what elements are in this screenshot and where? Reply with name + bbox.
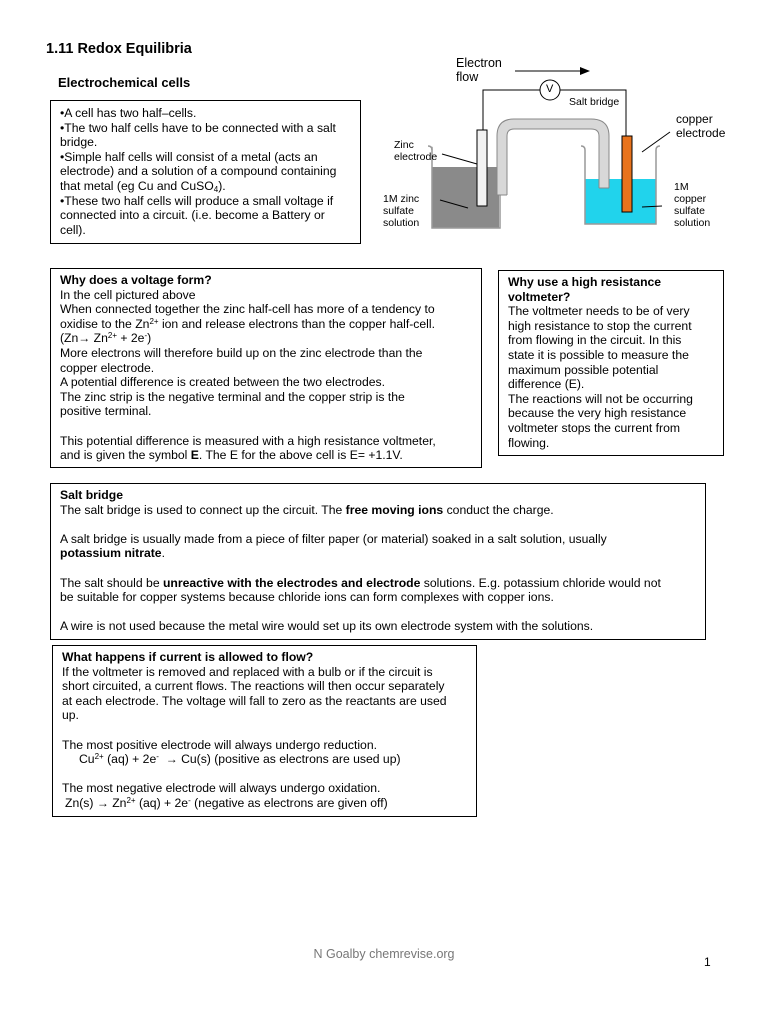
electron-flow-arrowhead bbox=[580, 67, 590, 75]
salt-bridge-box bbox=[50, 483, 706, 640]
voltage-box bbox=[50, 268, 482, 468]
zinc-electrode-leader bbox=[442, 154, 477, 164]
intro-box bbox=[50, 100, 361, 244]
intro-line: that metal (eg Cu and CuSO$_4$). bbox=[60, 178, 226, 194]
text-line: The salt should be unreactive with the electrodes and electrode solutions. E.g. potassium chloride would not bbox=[60, 575, 661, 590]
voltmeter-box bbox=[498, 270, 724, 456]
arrow-icon: → bbox=[78, 331, 91, 346]
text-line: flowing. bbox=[508, 435, 550, 450]
text-line: potassium nitrate. bbox=[60, 546, 165, 561]
intro-line: bridge. bbox=[60, 135, 98, 150]
page-number: 1 bbox=[704, 955, 711, 969]
text-line: maximum possible potential bbox=[508, 362, 659, 377]
zinc-electrode-label: Zinc electrode bbox=[394, 139, 438, 163]
text-line: The voltmeter needs to be of very bbox=[508, 304, 690, 319]
wire-left bbox=[483, 90, 540, 178]
page-title: 1.11 Redox Equilibria bbox=[46, 41, 192, 57]
text-line: difference (E). bbox=[508, 377, 585, 392]
intro-line: connected into a circuit. (i.e. become a Battery or bbox=[60, 208, 325, 223]
intro-line: •A cell has two half–cells. bbox=[60, 106, 197, 120]
text-line: If the voltmeter is removed and replaced with a bulb or if the circuit is bbox=[62, 664, 433, 679]
text-line: positive terminal. bbox=[60, 404, 152, 419]
intro-line: •The two half cells have to be connected with a salt bbox=[60, 120, 336, 135]
intro-line: •Simple half cells will consist of a metal (acts an bbox=[60, 149, 318, 164]
text-line: The most positive electrode will always undergo reduction. bbox=[62, 737, 378, 752]
voltmeter-heading: Why use a high resistance bbox=[508, 275, 662, 289]
copper-solution bbox=[585, 179, 656, 224]
text-line: The reactions will not be occurring bbox=[508, 391, 693, 406]
zinc-electrode bbox=[477, 130, 487, 206]
salt-bridge-label: Salt bridge bbox=[569, 96, 620, 108]
text-line: A wire is not used because the metal wire would set up its own electrode system with the solutions. bbox=[60, 619, 594, 634]
text-line: This potential difference is measured with a high resistance voltmeter, bbox=[60, 433, 436, 448]
intro-line: •These two half cells will produce a small voltage if bbox=[60, 193, 334, 208]
section-subtitle: Electrochemical cells bbox=[58, 75, 191, 90]
text-line: The most negative electrode will always undergo oxidation. bbox=[62, 781, 381, 796]
voltage-heading: Why does a voltage form? bbox=[60, 273, 212, 287]
reduction-equation: $Cu^{2+}$ (aq) + 2e- → Cu(s) (positive as electrons are used up) bbox=[79, 752, 401, 767]
text-line: $(Zn\to Zn^{2+} + 2e^-)$ bbox=[60, 331, 152, 346]
text-line: oxidise to the $Zn^{2+}$ ion and release electrons than the copper half-cell. bbox=[60, 316, 435, 331]
zinc-beaker-lip bbox=[428, 146, 504, 150]
text-line: and is given the symbol E. The E for the above cell is E= +1.1V. bbox=[60, 448, 403, 463]
zinc-solution-label: 1M zinc sulfate solution bbox=[383, 193, 420, 229]
salt-bridge-heading: Salt bridge bbox=[60, 488, 123, 502]
voltmeter-label: V bbox=[546, 83, 554, 95]
current-heading: What happens if current is allowed to flow? bbox=[62, 650, 314, 664]
text-line: voltmeter stops the current from bbox=[508, 420, 681, 435]
intro-line: electrode) and a solution of a compound containing bbox=[60, 164, 337, 179]
text-line: be suitable for copper systems because chloride ions can form complexes with copper ions. bbox=[60, 590, 554, 605]
current-flow-box bbox=[52, 645, 477, 817]
text-line: at each electrode. The voltage will fall to zero as the reactants are used bbox=[62, 693, 447, 708]
footer-credit: N Goalby chemrevise.org bbox=[313, 947, 455, 961]
text-line: A salt bridge is usually made from a piece of filter paper (or material) soaked in a salt solution, usually bbox=[60, 531, 607, 546]
voltmeter-heading: voltmeter? bbox=[508, 289, 571, 304]
copper-electrode-label: copper electrode bbox=[676, 112, 726, 140]
text-line: because the very high resistance bbox=[508, 406, 687, 421]
text-line: high resistance to stop the current bbox=[508, 318, 692, 333]
text-line: A potential difference is created between the two electrodes. bbox=[60, 375, 385, 390]
zinc-solution bbox=[432, 167, 499, 228]
text-line: In the cell pictured above bbox=[60, 287, 196, 302]
text-line: state it is possible to measure the bbox=[508, 347, 689, 362]
text-line: from flowing in the circuit. In this bbox=[508, 333, 682, 348]
text-line: When connected together the zinc half-cell has more of a tendency to bbox=[60, 302, 435, 317]
copper-solution-label: 1M copper sulfate solution bbox=[674, 181, 711, 229]
arrow-icon: → bbox=[96, 795, 109, 810]
electrochemical-cell-diagram bbox=[370, 50, 760, 250]
copper-electrode bbox=[622, 136, 632, 212]
oxidation-equation: $Zn(s) \to Zn^{2+}$ (aq) + 2e- (negative as electrons are given off) bbox=[65, 795, 388, 810]
intro-line: cell). bbox=[60, 222, 86, 237]
electron-flow-label: Electron flow bbox=[456, 56, 502, 84]
text-line: The salt bridge is used to connect up the circuit. The free moving ions conduct the charge. bbox=[60, 502, 554, 517]
text-line: The zinc strip is the negative terminal and the copper strip is the bbox=[60, 389, 405, 404]
text-line: up. bbox=[62, 708, 79, 723]
text-line: short circuited, a current flows. The reactions will then occur separately bbox=[62, 679, 445, 694]
arrow-icon: → bbox=[165, 752, 178, 767]
text-line: copper electrode. bbox=[60, 360, 155, 375]
text-line: More electrons will therefore build up on the zinc electrode than the bbox=[60, 345, 423, 360]
